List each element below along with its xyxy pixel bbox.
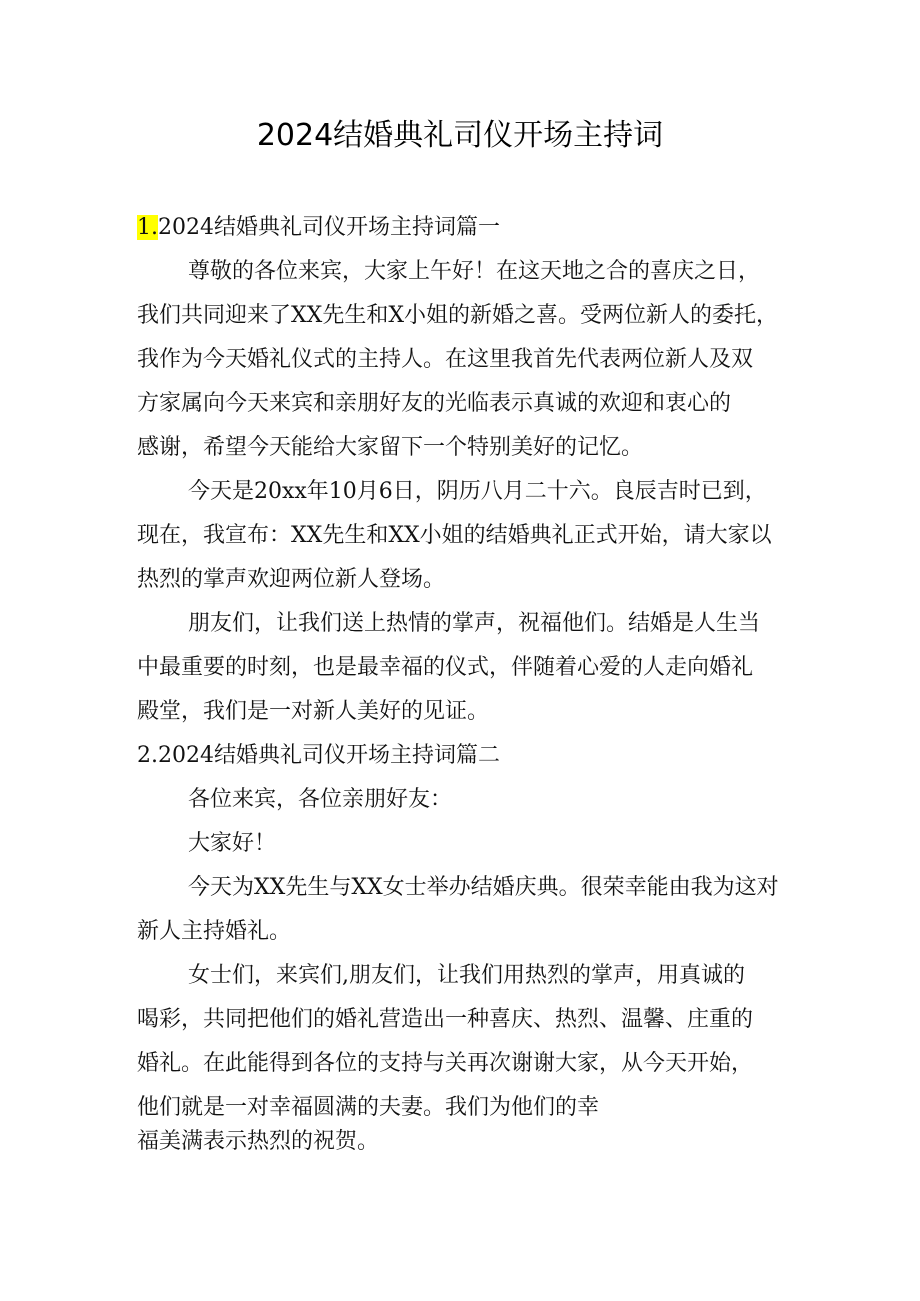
paragraph-line: 方家属向今天来宾和亲朋好友的光临表示真诚的欢迎和衷心的 — [137, 391, 732, 416]
paragraph-line: 喝彩，共同把他们的婚礼营造出一种喜庆、热烈、温馨、庄重的 — [137, 1007, 754, 1032]
paragraph-line: 中最重要的时刻，也是最幸福的仪式，伴随着心爱的人走向婚礼 — [137, 655, 754, 680]
paragraph-line: 尊敬的各位来宾，大家上午好！在这天地之合的喜庆之日， — [188, 259, 761, 284]
paragraph-line: 大家好！ — [188, 831, 277, 856]
document-title: 2024结婚典礼司仪开场主持词 — [256, 118, 664, 153]
section-heading-text: 2024结婚典礼司仪开场主持词篇一 — [158, 215, 500, 240]
paragraph-line: 热烈的掌声欢迎两位新人登场。 — [137, 567, 446, 592]
section-heading-1 — [137, 206, 500, 250]
paragraph-line: 我们共同迎来了XX先生和X小姐的新婚之喜。受两位新人的委托， — [137, 303, 778, 328]
paragraph-line: 今天是20xx年10月6日，阴历八月二十六。良辰吉时已到， — [188, 479, 767, 504]
paragraph-line: 各位来宾，各位亲朋好友： — [188, 787, 453, 812]
paragraph-line: 他们就是一对幸福圆满的夫妻。我们为他们的幸 — [137, 1095, 600, 1120]
paragraph-line: 女士们，来宾们,朋友们，让我们用热烈的掌声，用真诚的 — [188, 963, 745, 988]
list-number-highlight: 1. — [137, 215, 158, 240]
paragraph-line: 新人主持婚礼。 — [137, 919, 292, 944]
paragraph-line: 今天为XX先生与XX女士举办结婚庆典。很荣幸能由我为这对 — [188, 875, 779, 900]
paragraph-line: 我作为今天婚礼仪式的主持人。在这里我首先代表两位新人及双 — [137, 347, 754, 372]
section-heading-2: 2.2024结婚典礼司仪开场主持词篇二 — [137, 743, 500, 768]
paragraph-line: 殿堂，我们是一对新人美好的见证。 — [137, 699, 490, 724]
paragraph-line: 朋友们，让我们送上热情的掌声，祝福他们。结婚是人生当 — [188, 611, 761, 636]
paragraph-line: 福美满表示热烈的祝贺。 — [137, 1129, 380, 1154]
paragraph-line: 现在，我宣布：XX先生和XX小姐的结婚典礼正式开始，请大家以 — [137, 523, 772, 548]
paragraph-line: 感谢，希望今天能给大家留下一个特别美好的记忆。 — [137, 435, 644, 460]
paragraph-line: 婚礼。在此能得到各位的支持与关再次谢谢大家，从今天开始， — [137, 1051, 754, 1076]
